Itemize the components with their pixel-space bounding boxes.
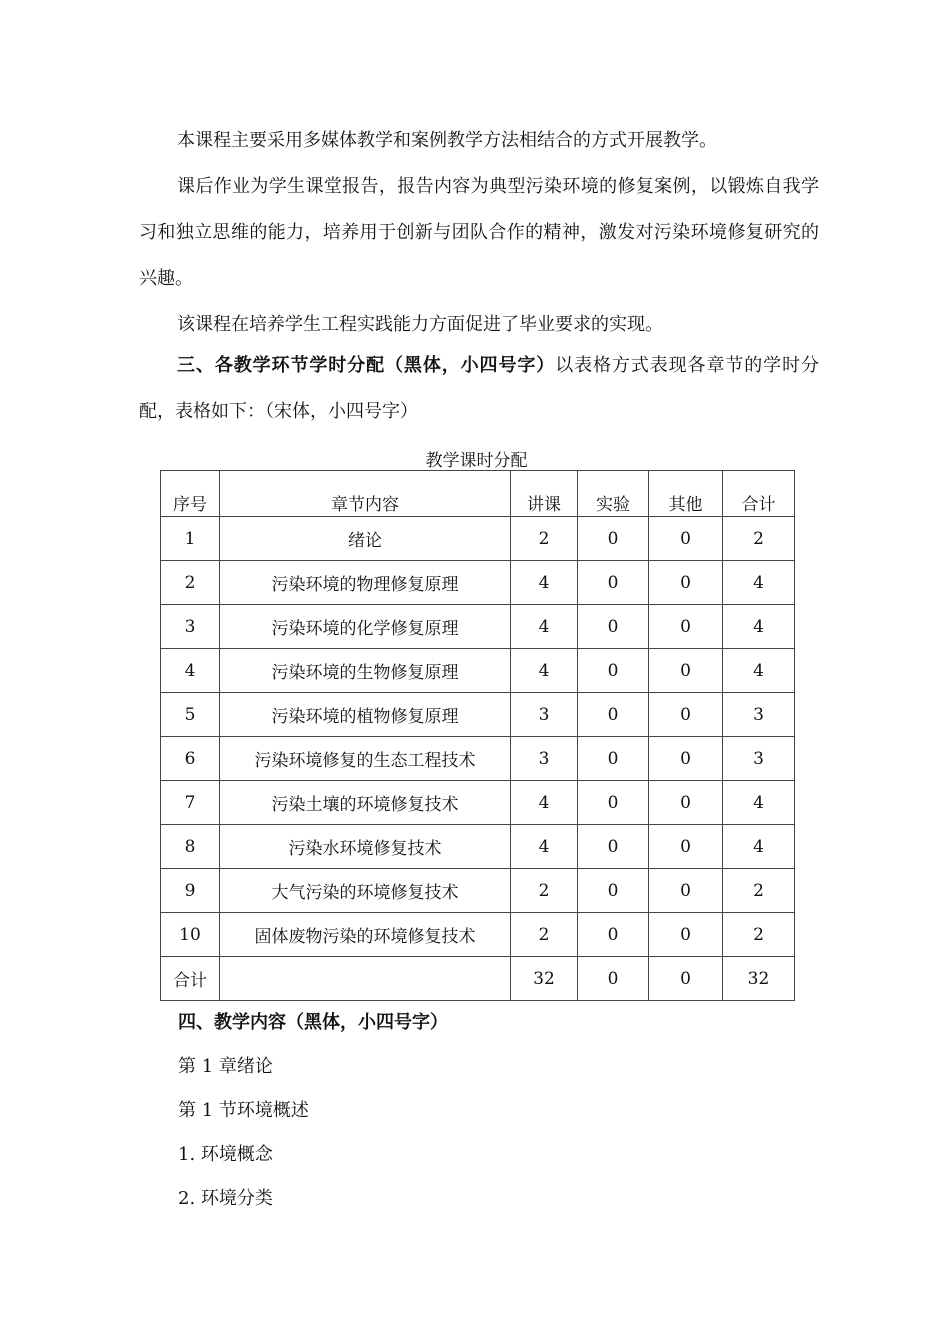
cell-lab: 0 (578, 737, 649, 781)
cell-other: 0 (649, 781, 723, 825)
cell-total: 4 (723, 561, 795, 605)
cell-index: 1 (161, 517, 220, 561)
cell-index: 7 (161, 781, 220, 825)
section-title: 第 1 节环境概述 (178, 1100, 309, 1121)
section4-heading: 四、教学内容（黑体，小四号字） (178, 1012, 448, 1033)
cell-other: 0 (649, 517, 723, 561)
total-sum: 32 (723, 957, 795, 1001)
section3-heading: 三、各教学环节学时分配（黑体，小四号字） (177, 355, 556, 376)
cell-index: 3 (161, 605, 220, 649)
section3-text: 以表格方式表现各章节的学时分配，表格如下：（宋体，小四号字） (139, 355, 820, 422)
cell-other: 0 (649, 869, 723, 913)
cell-total: 4 (723, 605, 795, 649)
cell-other: 0 (649, 605, 723, 649)
table-row (161, 605, 795, 649)
paragraph-homework: 课后作业为学生课堂报告，报告内容为典型污染环境的修复案例，以锻炼自我学习和独立思维的能力，培养用于创新与团队合作的精神，激发对污染环境修复研究的兴趣。 (139, 176, 819, 289)
table-row (161, 737, 795, 781)
table-header-row (161, 471, 795, 517)
cell-chapter: 污染水环境修复技术 (220, 825, 511, 869)
cell-total: 4 (723, 825, 795, 869)
cell-chapter: 污染环境修复的生态工程技术 (220, 737, 511, 781)
cell-lecture: 4 (511, 781, 578, 825)
cell-lecture: 4 (511, 649, 578, 693)
cell-other: 0 (649, 737, 723, 781)
total-label: 合计 (161, 957, 220, 1001)
cell-chapter: 污染土壤的环境修复技术 (220, 781, 511, 825)
table-total-row (161, 957, 795, 1001)
section3-paragraph (139, 343, 819, 435)
cell-total: 4 (723, 781, 795, 825)
cell-lecture: 3 (511, 737, 578, 781)
total-other: 0 (649, 957, 723, 1001)
cell-lab: 0 (578, 649, 649, 693)
cell-total: 4 (723, 649, 795, 693)
list-item: 1. 环境概念 (178, 1144, 273, 1165)
cell-total: 2 (723, 869, 795, 913)
cell-chapter: 污染环境的物理修复原理 (220, 561, 511, 605)
table-row (161, 781, 795, 825)
cell-lab: 0 (578, 693, 649, 737)
cell-index: 4 (161, 649, 220, 693)
cell-lab: 0 (578, 517, 649, 561)
cell-lecture: 2 (511, 869, 578, 913)
paragraph-teaching-method: 本课程主要采用多媒体教学和案例教学方法相结合的方式开展教学。 (177, 130, 717, 151)
cell-total: 3 (723, 693, 795, 737)
cell-lecture: 4 (511, 605, 578, 649)
cell-lecture: 4 (511, 825, 578, 869)
cell-lab: 0 (578, 825, 649, 869)
cell-lab: 0 (578, 913, 649, 957)
total-lab: 0 (578, 957, 649, 1001)
cell-chapter: 污染环境的化学修复原理 (220, 605, 511, 649)
cell-index: 8 (161, 825, 220, 869)
cell-lecture: 2 (511, 913, 578, 957)
list-item: 2. 环境分类 (178, 1188, 273, 1209)
header-lecture: 讲课 (511, 471, 578, 517)
cell-index: 9 (161, 869, 220, 913)
header-chapter: 章节内容 (220, 471, 511, 517)
cell-lecture: 3 (511, 693, 578, 737)
cell-lab: 0 (578, 869, 649, 913)
table-row (161, 561, 795, 605)
cell-lab: 0 (578, 781, 649, 825)
header-index: 序号 (161, 471, 220, 517)
cell-lab: 0 (578, 605, 649, 649)
total-chapter (220, 957, 511, 1001)
paragraph-practice: 该课程在培养学生工程实践能力方面促进了毕业要求的实现。 (177, 314, 663, 335)
header-lab: 实验 (578, 471, 649, 517)
cell-lab: 0 (578, 561, 649, 605)
cell-other: 0 (649, 649, 723, 693)
chapter-title: 第 1 章绪论 (178, 1056, 273, 1077)
table-row (161, 649, 795, 693)
hours-table (160, 470, 795, 1001)
cell-chapter: 污染环境的生物修复原理 (220, 649, 511, 693)
cell-lecture: 2 (511, 517, 578, 561)
cell-total: 2 (723, 517, 795, 561)
cell-chapter: 污染环境的植物修复原理 (220, 693, 511, 737)
total-lecture: 32 (511, 957, 578, 1001)
cell-other: 0 (649, 825, 723, 869)
cell-other: 0 (649, 561, 723, 605)
cell-lecture: 4 (511, 561, 578, 605)
cell-chapter: 绪论 (220, 517, 511, 561)
cell-chapter: 固体废物污染的环境修复技术 (220, 913, 511, 957)
cell-total: 3 (723, 737, 795, 781)
cell-index: 2 (161, 561, 220, 605)
cell-other: 0 (649, 913, 723, 957)
cell-total: 2 (723, 913, 795, 957)
cell-index: 6 (161, 737, 220, 781)
cell-index: 5 (161, 693, 220, 737)
cell-chapter: 大气污染的环境修复技术 (220, 869, 511, 913)
table-row (161, 693, 795, 737)
table-row (161, 913, 795, 957)
table-row (161, 517, 795, 561)
cell-other: 0 (649, 693, 723, 737)
header-other: 其他 (649, 471, 723, 517)
table-caption: 教学课时分配 (425, 451, 528, 471)
cell-index: 10 (161, 913, 220, 957)
table-row (161, 869, 795, 913)
header-total: 合计 (723, 471, 795, 517)
table-row (161, 825, 795, 869)
